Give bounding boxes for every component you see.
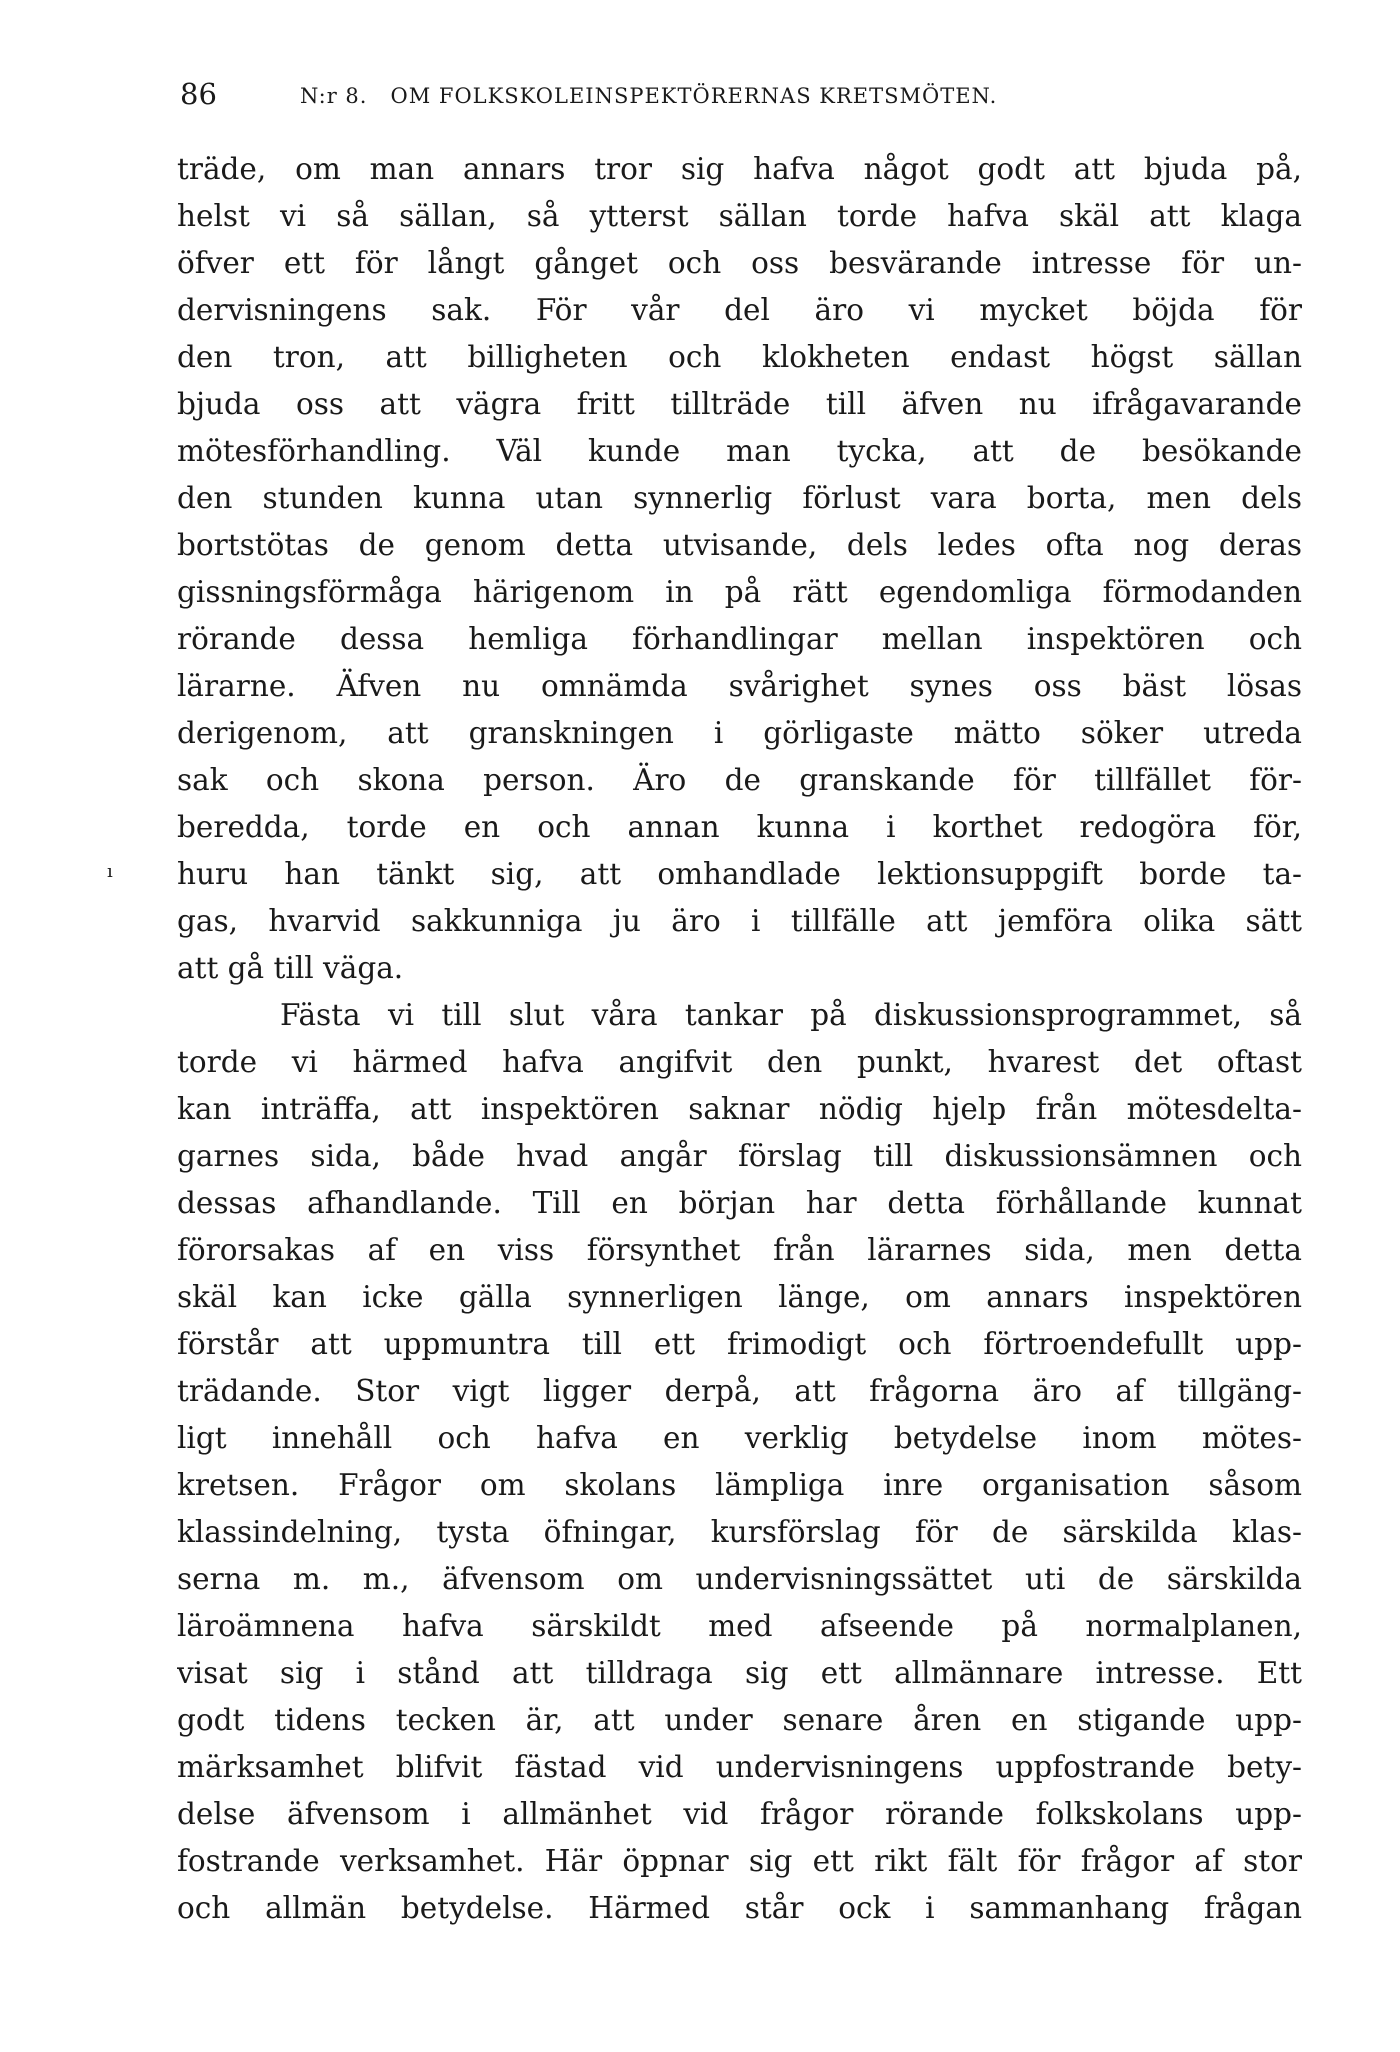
paragraph-end-line: att gå till väga.	[177, 951, 404, 985]
text-line: beredda, torde en och annan kunna i korthet redogöra för,	[177, 810, 1302, 844]
margin-mark: ı	[107, 861, 113, 882]
text-line: godt tidens tecken är, att under senare åren en stigande upp-	[177, 1703, 1302, 1737]
text-line: sak och skona person. Äro de granskande för tillfället för-	[177, 763, 1302, 797]
text-line: kretsen. Frågor om skolans lämpliga inre organisation såsom	[177, 1468, 1302, 1502]
running-head	[180, 74, 1300, 114]
text-line: träde, om man annars tror sig hafva något godt att bjuda på,	[177, 152, 1302, 186]
text-line: gissningsförmåga härigenom in på rätt egendomliga förmodanden	[177, 575, 1302, 609]
text-line: och allmän betydelse. Härmed står ock i sammanhang frågan	[177, 1891, 1302, 1925]
text-line: dervisningens sak. För vår del äro vi mycket böjda för	[177, 293, 1302, 327]
page-number: 86	[180, 77, 217, 111]
text-line: kan inträffa, att inspektören saknar nödig hjelp från mötesdelta-	[177, 1092, 1302, 1126]
text-line: bjuda oss att vägra fritt tillträde till äfven nu ifrågavarande	[177, 387, 1302, 421]
text-line: derigenom, att granskningen i görligaste mätto söker utreda	[177, 716, 1302, 750]
text-line: garnes sida, både hvad angår förslag till diskussionsämnen och	[177, 1139, 1302, 1173]
text-line: mötesförhandling. Väl kunde man tycka, att de besökande	[177, 434, 1302, 468]
text-line: rörande dessa hemliga förhandlingar mellan inspektören och	[177, 622, 1302, 656]
text-line: förstår att uppmuntra till ett frimodigt och förtroendefullt upp-	[177, 1327, 1302, 1361]
text-line: öfver ett för långt gånget och oss besvärande intresse för un-	[177, 246, 1302, 280]
text-line: visat sig i stånd att tilldraga sig ett allmännare intresse. Ett	[177, 1656, 1302, 1690]
text-line: helst vi så sällan, så ytterst sällan torde hafva skäl att klaga	[177, 199, 1302, 233]
text-line: läroämnena hafva särskildt med afseende på normalplanen,	[177, 1609, 1302, 1643]
running-title: N:r 8. OM FOLKSKOLEINSPEKTÖRERNAS KRETSMÖTEN.	[300, 84, 998, 108]
text-line: ligt innehåll och hafva en verklig betydelse inom mötes-	[177, 1421, 1302, 1455]
text-line: skäl kan icke gälla synnerligen länge, om annars inspektören	[177, 1280, 1302, 1314]
text-line: trädande. Stor vigt ligger derpå, att frågorna äro af tillgäng-	[177, 1374, 1302, 1408]
body-text	[177, 146, 1302, 1932]
text-line: den stunden kunna utan synnerlig förlust vara borta, men dels	[177, 481, 1302, 515]
text-line: lärarne. Äfven nu omnämda svårighet synes oss bäst lösas	[177, 669, 1302, 703]
text-line: dessas afhandlande. Till en början har detta förhållande kunnat	[177, 1186, 1302, 1220]
text-line: gas, hvarvid sakkunniga ju äro i tillfälle att jemföra olika sätt	[177, 904, 1302, 938]
text-line: serna m. m., äfvensom om undervisningssättet uti de särskilda	[177, 1562, 1302, 1596]
text-line: klassindelning, tysta öfningar, kursförslag för de särskilda klas-	[177, 1515, 1302, 1549]
text-line: huru han tänkt sig, att omhandlade lektionsuppgift borde ta-	[177, 857, 1302, 891]
text-line: märksamhet blifvit fästad vid undervisningens uppfostrande bety-	[177, 1750, 1302, 1784]
paragraph-start-line: Fästa vi till slut våra tankar på diskussionsprogrammet, så	[280, 998, 1302, 1032]
text-line: den tron, att billigheten och klokheten endast högst sällan	[177, 340, 1302, 374]
text-line: fostrande verksamhet. Här öppnar sig ett rikt fält för frågor af stor	[177, 1844, 1302, 1878]
text-line: bortstötas de genom detta utvisande, dels ledes ofta nog deras	[177, 528, 1302, 562]
text-line: förorsakas af en viss försynthet från lärarnes sida, men detta	[177, 1233, 1302, 1267]
text-line: delse äfvensom i allmänhet vid frågor rörande folkskolans upp-	[177, 1797, 1302, 1831]
text-line: torde vi härmed hafva angifvit den punkt, hvarest det oftast	[177, 1045, 1302, 1079]
